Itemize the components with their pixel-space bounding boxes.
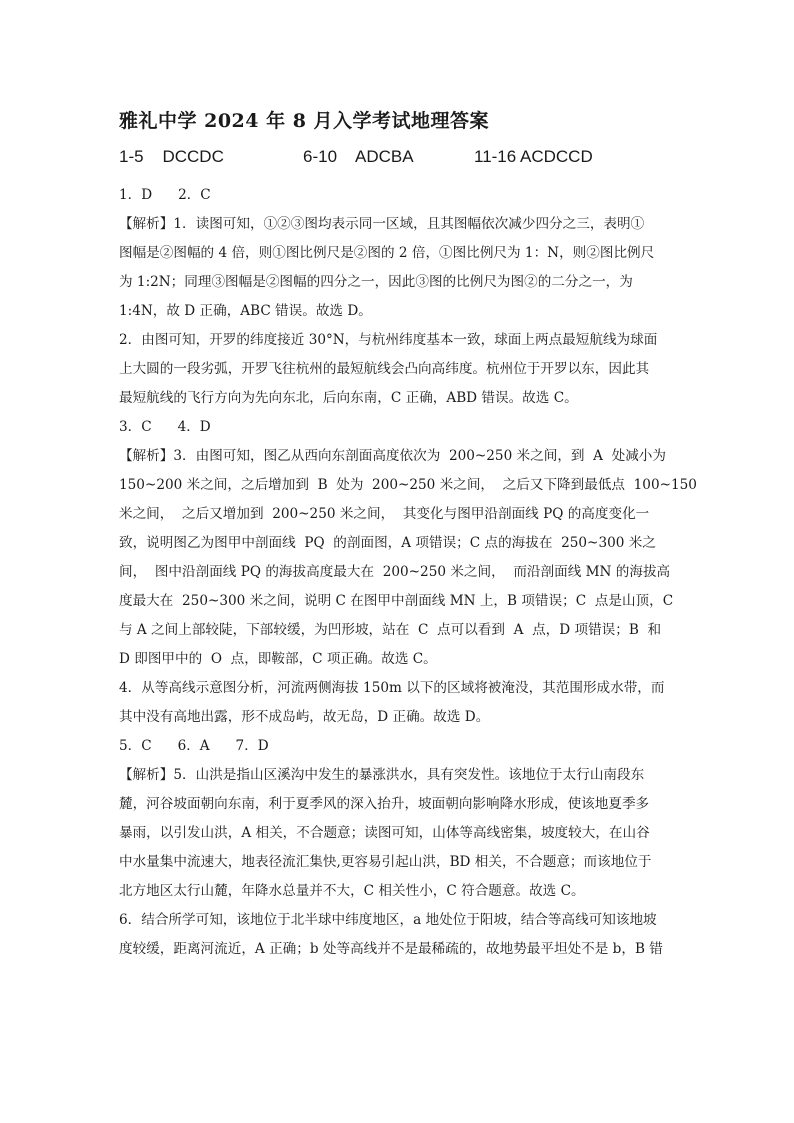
text-line: 【解析】1．读图可知，①②③图均表示同一区域，且其图幅依次减少四分之三，表明① <box>119 216 645 232</box>
text-line: 致，说明图乙为图甲中剖面线 PQ 的剖面图，A 项错误；C 点的海拔在 250~300 米之 <box>119 535 656 551</box>
text-line: 6．结合所学可知，该地位于北半球中纬度地区，a 地处位于阳坡，结合等高线可知该地坡 <box>119 912 657 928</box>
answer-group-6-10: 6-10 ADCBA <box>303 147 414 166</box>
text-line: 为 1:2N；同理③图幅是②图幅的四分之一，因此③图的比例尺为图②的二分之一，为 <box>119 274 633 290</box>
text-line: 米之间， 之后又增加到 200~250 米之间， 其变化与图甲沿剖面线 PQ 的高度变化一 <box>119 506 650 522</box>
text-line: 中水量集中流速大，地表径流汇集快,更容易引起山洪，BD 相关，不合题意；而该地位于 <box>119 854 652 870</box>
text-line: 4．从等高线示意图分析，河流两侧海拔 150m 以下的区域将被淹没，其范围形成水带，而 <box>119 680 665 696</box>
text-line: 图幅是②图幅的 4 倍，则①图比例尺是②图的 2 倍，①图比例尺为 1：N，则②图比例尺 <box>119 245 655 261</box>
text-line: 【解析】3．由图可知，图乙从西向东剖面高度依次为 200~250 米之间，到 A 处减小为 <box>119 448 666 464</box>
text-line: 150~200 米之间，之后增加到 B 处为 200~250 米之间， 之后又下降到最低点 100~150 <box>119 477 697 493</box>
page-title: 雅礼中学 2024 年 8 月入学考试地理答案 <box>119 110 490 132</box>
text-line: 其中没有高地出露，形不成岛屿，故无岛，D 正确。故选 D。 <box>119 709 490 725</box>
text-line: 3．C 4．D <box>119 419 211 435</box>
text-line: 北方地区太行山麓，年降水总量并不大，C 相关性小，C 符合题意。故选 C。 <box>119 883 585 899</box>
text-line: 度较缓，距离河流近，A 正确；b 处等高线并不是最稀疏的，故地势最平坦处不是 b，B 错 <box>119 941 663 957</box>
answer-group-1-5: 1-5 DCCDC <box>119 147 224 166</box>
text-line: 度最大在 250~300 米之间，说明 C 在图甲中剖面线 MN 上，B 项错误；C 点是山顶，C <box>119 593 674 609</box>
answer-group-11-16: 11-16 ACDCCD <box>474 147 593 166</box>
text-line: 上大圆的一段劣弧，开罗飞往杭州的最短航线会凸向高纬度。杭州位于开罗以东，因此其 <box>119 361 650 377</box>
text-line: 2．由图可知，开罗的纬度接近 30°N，与杭州纬度基本一致，球面上两点最短航线为球面 <box>119 332 658 348</box>
text-line: 1:4N，故 D 正确，ABC 错误。故选 D。 <box>119 303 372 319</box>
text-line: 5．C 6．A 7．D <box>119 738 269 754</box>
text-line: D 即图甲中的 O 点，即鞍部，C 项正确。故选 C。 <box>119 651 437 667</box>
text-line: 麓，河谷坡面朝向东南，利于夏季风的深入抬升，坡面朝向影响降水形成，使该地夏季多 <box>119 796 650 812</box>
text-line: 暴雨，以引发山洪，A 相关，不合题意；读图可知，山体等高线密集，坡度较大，在山谷 <box>119 825 650 841</box>
explanation-body <box>119 181 697 964</box>
text-line: 间， 图中沿剖面线 PQ 的海拔高度最大在 200~250 米之间， 而沿剖面线 MN 的海拔高 <box>119 564 671 580</box>
text-line: 最短航线的飞行方向为先向东北，后向东南，C 正确，ABD 错误。故选 C。 <box>119 390 578 406</box>
text-line: 与 A 之间上部较陡，下部较缓，为凹形坡，站在 C 点可以看到 A 点，D 项错误；B 和 <box>119 622 662 638</box>
text-line: 【解析】5．山洪是指山区溪沟中发生的暴涨洪水，具有突发性。该地位于太行山南段东 <box>119 767 645 783</box>
text-line: 1．D 2．C <box>119 187 211 203</box>
